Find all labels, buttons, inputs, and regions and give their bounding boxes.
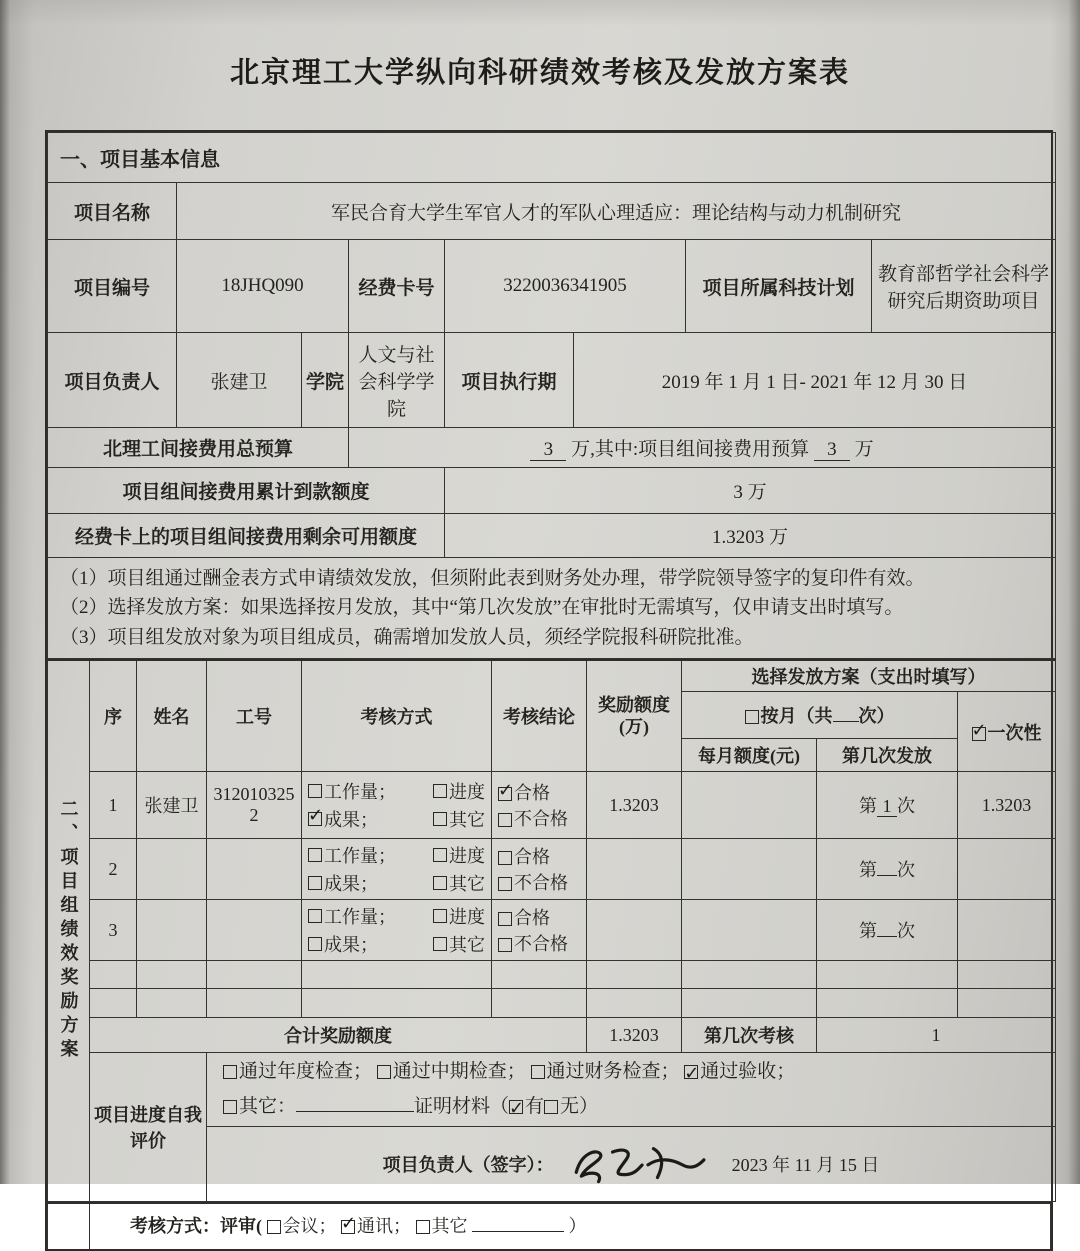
monthly-checkbox (745, 710, 759, 724)
once-amount (958, 839, 1056, 900)
indirect-group-blank: 3 (814, 440, 850, 461)
pi-signature (567, 1135, 719, 1192)
sign-label: 项目负责人（签字）： (382, 1154, 554, 1175)
period-value: 2019 年 1 月 1 日- 2021 年 12 月 30 日 (574, 333, 1056, 428)
workload-checkbox (308, 848, 322, 862)
result-checkboxes: 合格 不合格 (492, 900, 587, 961)
program-label: 项目所属科技计划 (686, 240, 872, 333)
once-amount (958, 900, 1056, 961)
once-option (958, 692, 1056, 772)
member-id: 3120103252 (207, 772, 302, 839)
seq-value: 1 (90, 772, 137, 839)
nth-payment: 第 1 次 (817, 772, 958, 839)
col-result: 考核结论 (492, 660, 587, 772)
section2-side-label: 二、项目组绩效奖励方案 (48, 660, 90, 1201)
indirect-total-label: 北理工间接费用总预算 (48, 428, 349, 468)
total-value: 1.3203 (587, 1018, 682, 1053)
total-row (48, 1018, 1056, 1053)
self-eval-row (48, 1053, 1056, 1126)
fail-checkbox (498, 877, 512, 891)
remaining-value: 1.3203 万 (445, 514, 1056, 558)
member-row-1 (48, 772, 1056, 839)
col-nth: 第几次发放 (817, 739, 958, 772)
total-label: 合计奖励额度 (90, 1018, 587, 1053)
financial-check-checkbox (531, 1065, 545, 1079)
member-id (207, 839, 302, 900)
progress-checkbox (433, 909, 447, 923)
note-1: （1）项目组通过酬金表方式申请绩效发放，但须附此表到财务处办理，带学院领导签字的复印件有效。 (60, 568, 925, 589)
indirect-total-blank: 3 (530, 440, 566, 461)
basic-info-table (47, 132, 1056, 659)
telecom-checkbox (341, 1220, 355, 1234)
indirect-unit-text: 万 (854, 439, 874, 460)
method-checkboxes: 工作量； 进度 ✓ 成果； 其它 (302, 772, 492, 839)
assess-nth-value: 1 (817, 1018, 1056, 1053)
col-amount (587, 660, 682, 772)
self-eval-label: 项目进度自我评价 (90, 1053, 207, 1201)
col-amount-line1: 奖励额度 (598, 694, 670, 715)
method-other-blank (472, 1231, 564, 1232)
sign-date: 2023 年 11 月 15 日 (731, 1154, 880, 1175)
workload-checkbox (308, 784, 322, 798)
self-eval-checkboxes: 通过年度检查； 通过中期检查； 通过财务检查； ✓ 通过验收； 其它： 证明材料（ ✓ 有 无） (207, 1053, 1056, 1126)
col-name: 姓名 (137, 660, 207, 772)
fund-card-label: 经费卡号 (349, 240, 445, 333)
method-checkboxes: 工作量； 进度 成果； 其它 (302, 900, 492, 961)
nth-blank (877, 936, 897, 937)
other-blank (296, 1111, 414, 1112)
empty-row (48, 961, 1056, 989)
project-name-value: 军民合育大学生军官人才的军队心理适应：理论结构与动力机制研究 (177, 183, 1056, 240)
assess-method-table (47, 1202, 1051, 1249)
other-checkbox (433, 812, 447, 826)
nth-blank (877, 875, 897, 876)
other-checkbox (433, 876, 447, 890)
col-seq: 序 (90, 660, 137, 772)
leader-value: 张建卫 (177, 333, 302, 428)
assess-method-label: 考核方式：评审( (130, 1215, 262, 1236)
once-label-text: 一次性 (987, 722, 1042, 743)
midterm-check-checkbox (377, 1065, 391, 1079)
member-name (137, 900, 207, 961)
nth-payment: 第 次 (817, 839, 958, 900)
annual-check-checkbox (223, 1065, 237, 1079)
fund-card-value: 3220036341905 (445, 240, 686, 333)
member-row-3 (48, 900, 1056, 961)
monthly-count-blank (833, 721, 859, 722)
acceptance-check-checkbox (684, 1065, 698, 1079)
fail-checkbox (498, 938, 512, 952)
award-amount (587, 900, 682, 961)
nth-payment: 第 次 (817, 900, 958, 961)
section1-header: 一、项目基本信息 (48, 133, 1056, 183)
monthly-option (682, 692, 958, 739)
period-label: 项目执行期 (445, 333, 574, 428)
award-amount (587, 839, 682, 900)
evidence-yes-checkbox (509, 1100, 523, 1114)
form-table (45, 130, 1053, 1251)
seq-value: 2 (90, 839, 137, 900)
indirect-total-value (349, 428, 1056, 468)
project-code-value: 18JHQ090 (177, 240, 349, 333)
meeting-checkbox (267, 1220, 281, 1234)
remaining-label: 经费卡上的项目组间接费用剩余可用额度 (48, 514, 445, 558)
result-checkbox (308, 876, 322, 890)
award-amount: 1.3203 (587, 772, 682, 839)
monthly-prefix-text: 按月（共 (760, 706, 833, 727)
form-notes (48, 558, 1056, 659)
plan-header: 选择发放方案（支出时填写） (682, 660, 1056, 692)
once-amount: 1.3203 (958, 772, 1056, 839)
evidence-no-checkbox (544, 1100, 558, 1114)
member-name: 张建卫 (137, 772, 207, 839)
empty-row (48, 989, 1056, 1018)
col-method: 考核方式 (302, 660, 492, 772)
result-checkboxes: 合格 不合格 (492, 839, 587, 900)
assess-method-row (48, 1203, 1051, 1249)
note-2: （2）选择发放方案：如果选择按月发放，其中“第几次发放”在审批时无需填写，仅申请支出时填写。 (60, 597, 904, 619)
progress-checkbox (433, 784, 447, 798)
other-check-checkbox (223, 1100, 237, 1114)
workload-checkbox (308, 909, 322, 923)
pass-checkbox (498, 851, 512, 865)
col-monthly-amount: 每月额度(元) (682, 739, 817, 772)
result-checkbox (308, 937, 322, 951)
member-id (207, 900, 302, 961)
member-name (137, 839, 207, 900)
award-plan-table (47, 659, 1056, 1201)
pass-checkbox (498, 912, 512, 926)
member-row-2 (48, 839, 1056, 900)
received-value: 3 万 (445, 468, 1056, 514)
col-amount-line2: (万) (619, 717, 649, 738)
project-name-label: 项目名称 (48, 183, 177, 240)
pass-checkbox (498, 787, 512, 801)
progress-checkbox (433, 848, 447, 862)
signature-cell (207, 1126, 1056, 1201)
once-checkbox (972, 727, 986, 741)
college-value: 人文与社会科学学院 (349, 333, 445, 428)
monthly-suffix-text: 次） (858, 706, 895, 727)
monthly-amount (682, 900, 817, 961)
method-checkboxes: 工作量； 进度 成果； 其它 (302, 839, 492, 900)
other-checkbox (433, 937, 447, 951)
form-title: 北京理工大学纵向科研绩效考核及发放方案表 (229, 57, 850, 89)
fail-checkbox (498, 813, 512, 827)
result-checkboxes: ✓合格 不合格 (492, 772, 587, 839)
college-label: 学院 (302, 333, 349, 428)
assess-method-cell: 考核方式：评审( 会议； ✓ 通讯； 其它 ） (90, 1203, 1051, 1249)
monthly-amount (682, 772, 817, 839)
result-checkbox (308, 812, 322, 826)
note-3: （3）项目组发放对象为项目组成员，确需增加发放人员，须经学院报科研院批准。 (60, 626, 754, 648)
project-code-label: 项目编号 (48, 240, 177, 333)
assess-nth-label: 第几次考核 (682, 1018, 817, 1053)
method-other-checkbox (416, 1220, 430, 1234)
section3-side-cell (48, 1203, 90, 1249)
received-label: 项目组间接费用累计到款额度 (48, 468, 445, 514)
program-value: 教育部哲学社会科学研究后期资助项目 (872, 240, 1056, 333)
col-id: 工号 (207, 660, 302, 772)
monthly-amount (682, 839, 817, 900)
indirect-mid-text: 万,其中:项目组间接费用预算 (571, 439, 810, 460)
nth-blank: 1 (877, 797, 897, 817)
seq-value: 3 (90, 900, 137, 961)
leader-label: 项目负责人 (48, 333, 177, 428)
